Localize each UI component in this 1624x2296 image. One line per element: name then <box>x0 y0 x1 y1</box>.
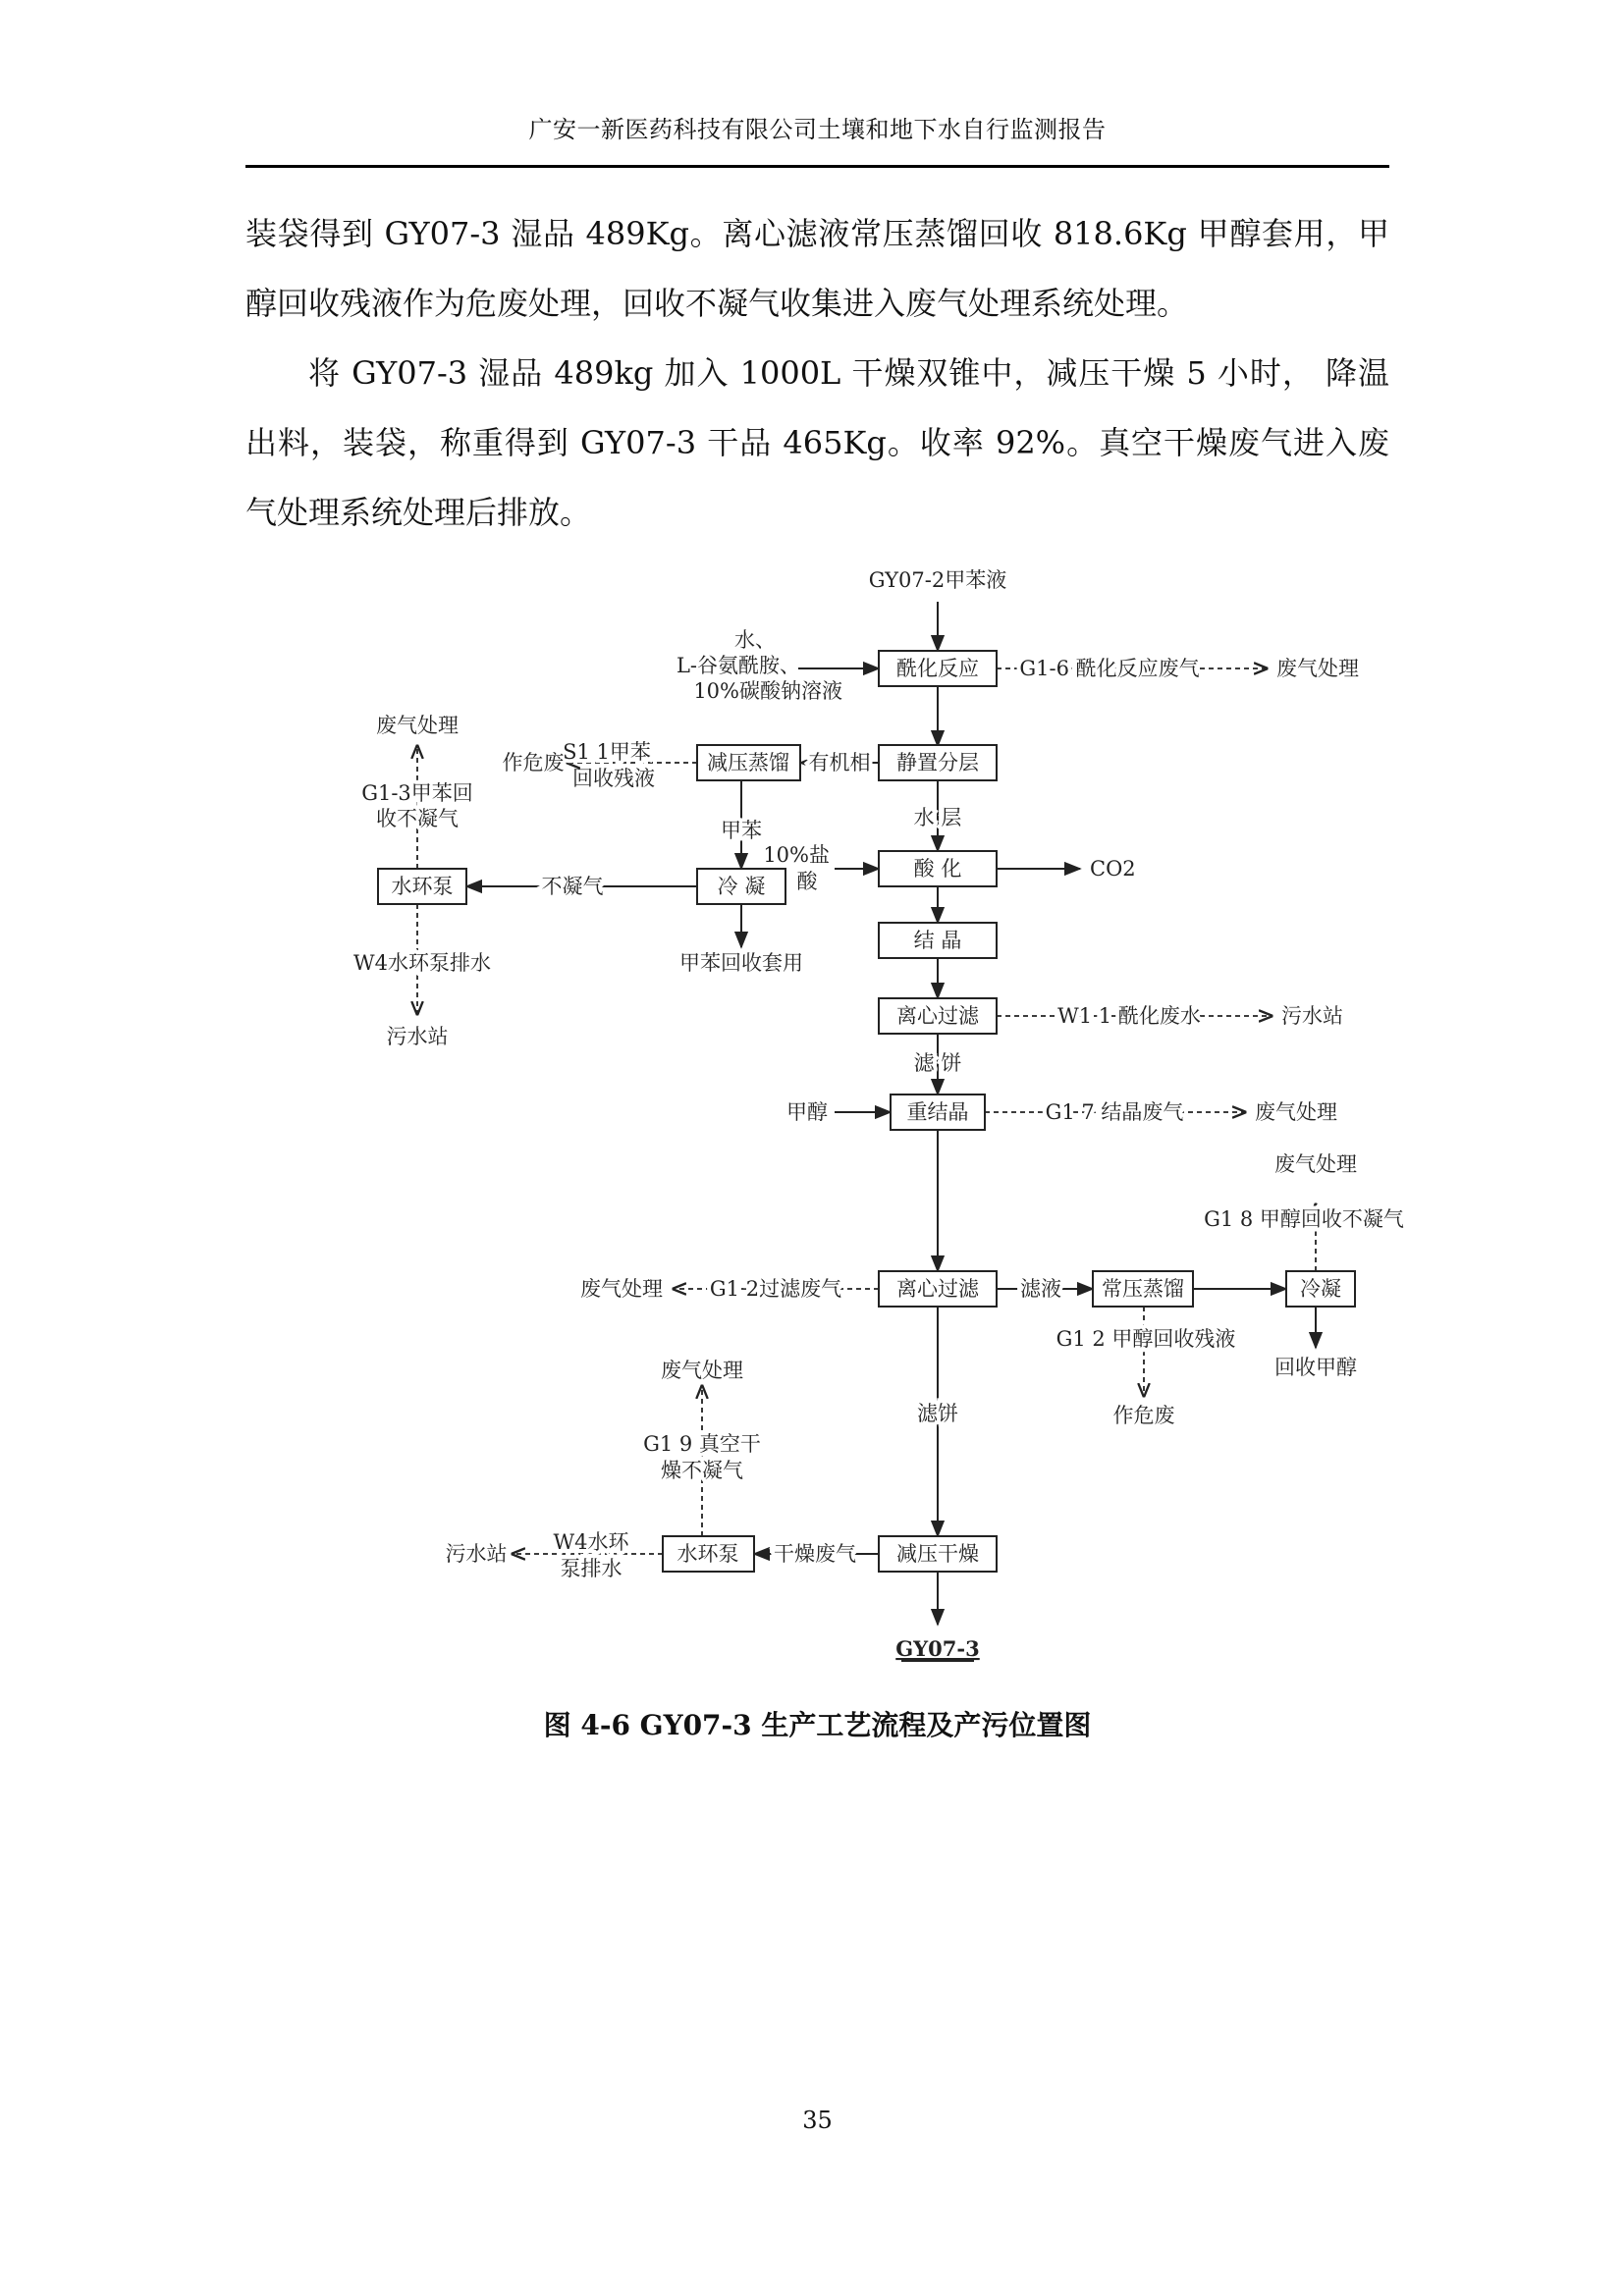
destination-label: 废气处理 <box>1274 1152 1357 1176</box>
emission-label: 燥不凝气 <box>661 1459 743 1482</box>
emission-label: G1 7 结晶废气 <box>1045 1100 1184 1124</box>
running-header: 广安一新医药科技有限公司土壤和地下水自行监测报告 <box>528 116 1107 143</box>
inputs-label: 10%碳酸钠溶液 <box>693 679 842 703</box>
emission-label: W1 1 酰化废水 <box>1057 1004 1201 1028</box>
inputs-label: 水、 <box>734 628 776 652</box>
emission-label: G1 2过滤废气 <box>709 1277 842 1301</box>
emission-label: 泵排水 <box>560 1557 623 1580</box>
box-label: 离心过滤 <box>896 1277 979 1301</box>
box-label: 离心过滤 <box>896 1004 979 1028</box>
destination-label: 污水站 <box>386 1025 449 1048</box>
box-label: 水环泵 <box>391 875 454 898</box>
box-label: 水环泵 <box>677 1542 739 1566</box>
flow-label: 干燥废气 <box>774 1542 856 1566</box>
box-label: 减压蒸馏 <box>707 751 789 774</box>
emission-label: S1 1甲苯 <box>563 740 651 764</box>
emission-label: G1-6 酰化反应废气 <box>1019 657 1200 680</box>
paragraph-1: 装袋得到 GY07-3 湿品 489Kg。离心滤液常压蒸馏回收 818.6Kg 甲醇套用，甲醇回收残液作为危废处理，回收不凝气收集进入废气处理系统处理。 <box>245 215 1389 322</box>
emission-label: 收不凝气 <box>376 807 459 830</box>
destination-label: 废气处理 <box>376 714 459 737</box>
process-flow-diagram <box>0 545 1624 1683</box>
destination-label: 甲苯回收套用 <box>679 951 803 975</box>
product-label: GY07-3 <box>895 1636 980 1661</box>
destination-label: 废气处理 <box>1255 1100 1337 1124</box>
emission-label: 回收残液 <box>572 767 655 790</box>
box-label: 结 晶 <box>913 929 962 952</box>
destination-label: 废气处理 <box>661 1359 743 1382</box>
flow-label: 滤液 <box>1020 1277 1061 1301</box>
destination-label: 作危废 <box>1112 1404 1175 1427</box>
destination-label: 作危废 <box>502 751 565 774</box>
flow-label: 滤饼 <box>917 1402 958 1425</box>
box-label: 酰化反应 <box>896 657 979 680</box>
box-label: 常压蒸馏 <box>1102 1277 1184 1301</box>
header-rule <box>245 165 1389 168</box>
body-text <box>245 199 1389 548</box>
emission-label: G1 8 甲醇回收不凝气 <box>1204 1207 1404 1231</box>
start-label: GY07-2甲苯液 <box>868 568 1007 592</box>
box-label: 静置分层 <box>896 751 979 774</box>
paragraph-2: 将 GY07-3 湿品 489kg 加入 1000L 干燥双锥中，减压干燥 5 小时， 降温出料，装袋，称重得到 GY07-3 干品 465Kg。收率 92%。真空干燥废气进入废气处理系统处理后排放。 <box>245 354 1389 531</box>
inputs-label: 甲醇 <box>786 1100 828 1124</box>
emission-label: G1 2 甲醇回收残液 <box>1056 1327 1236 1351</box>
destination-label: 废气处理 <box>1276 657 1359 680</box>
box-label: 酸 化 <box>913 857 962 881</box>
emission-label: W4水环泵排水 <box>353 951 491 975</box>
box-label: 冷凝 <box>1300 1277 1341 1301</box>
figure-caption: 图 4-6 GY07-3 生产工艺流程及产污位置图 <box>543 1709 1092 1741</box>
destination-label: CO2 <box>1090 857 1136 881</box>
page-number: 35 <box>802 2107 833 2134</box>
destination-label: 污水站 <box>1281 1004 1343 1028</box>
destination-label: 污水站 <box>445 1542 508 1566</box>
destination-label: 废气处理 <box>580 1277 663 1301</box>
emission-label: G1-3甲苯回 <box>361 781 473 805</box>
box-label: 冷 凝 <box>717 875 766 898</box>
destination-label: 回收甲醇 <box>1274 1356 1357 1379</box>
flow-label: 水 层 <box>913 806 962 829</box>
emission-label: G1 9 真空干 <box>643 1432 761 1456</box>
emission-label: W4水环 <box>553 1530 629 1554</box>
flow-label: 不凝气 <box>541 875 604 898</box>
inputs-label: 酸 <box>796 870 818 893</box>
inputs-label: 10%盐 <box>763 843 830 867</box>
flow-label: 有机相 <box>808 751 871 774</box>
inputs-label: L-谷氨酰胺、 <box>676 654 800 677</box>
flow-label: 滤 饼 <box>913 1051 962 1075</box>
box-label: 重结晶 <box>906 1100 969 1124</box>
flow-label: 甲苯 <box>721 819 762 842</box>
box-label: 减压干燥 <box>896 1542 979 1566</box>
